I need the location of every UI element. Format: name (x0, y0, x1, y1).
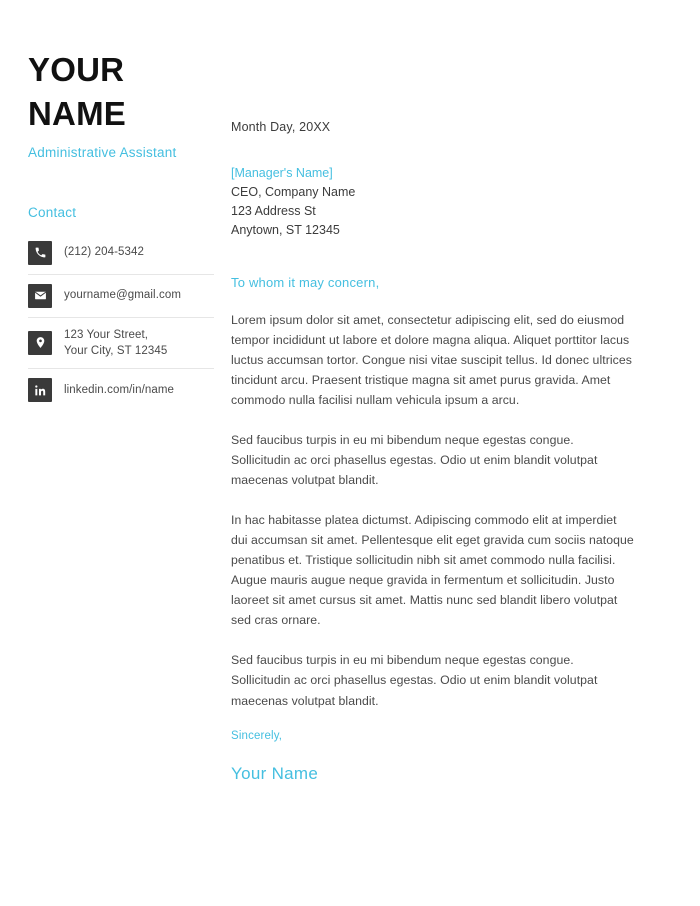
contact-address-line-1: 123 Your Street, (64, 328, 149, 341)
contact-item-linkedin[interactable] (28, 369, 214, 411)
recipient-address-block (231, 164, 635, 240)
applicant-name-line-1: YOUR (28, 51, 125, 88)
sidebar (28, 48, 214, 411)
letter-content (231, 120, 635, 784)
phone-icon (28, 241, 52, 265)
contact-email-text: yourname@gmail.com (64, 289, 182, 302)
location-pin-icon (28, 331, 52, 355)
letter-salutation: To whom it may concern, (231, 275, 380, 290)
applicant-name (28, 48, 214, 135)
contact-phone-text: (212) 204-5342 (64, 246, 145, 259)
letter-date: Month Day, 20XX (231, 120, 331, 134)
letter-signature: Your Name (231, 763, 319, 783)
applicant-name-line-2: NAME (28, 94, 126, 132)
contact-section-heading: Contact (28, 204, 77, 220)
contact-item-email[interactable] (28, 275, 214, 318)
recipient-street: 123 Address St (231, 204, 316, 218)
contact-address-text (64, 327, 167, 360)
contact-linkedin-text: linkedin.com/in/name (64, 384, 175, 397)
letter-paragraph-4: Sed faucibus turpis in eu mi bibendum neque egestas congue. Sollicitudin ac orci phasellus egestas. Odio ut enim blandit volutpat maecenas volutpat blandit. (231, 653, 598, 708)
envelope-icon (28, 284, 52, 308)
letter-closing: Sincerely, (231, 729, 283, 742)
contact-address-line-2: Your City, ST 12345 (64, 344, 168, 357)
recipient-manager-name: [Manager's Name] (231, 166, 333, 180)
contact-item-phone[interactable] (28, 232, 214, 275)
contact-item-address[interactable] (28, 318, 214, 370)
job-title: Administrative Assistant (28, 145, 177, 161)
contact-list (28, 232, 214, 412)
linkedin-icon (28, 378, 52, 402)
recipient-city-state-zip: Anytown, ST 12345 (231, 223, 340, 237)
letter-paragraph-3: In hac habitasse platea dictumst. Adipiscing commodo elit at imperdiet dui accumsan sit amet. Pellentesque elit eget gravida cum sociis natoque penatibus et. Tristique sollicitudin nibh sit amet commodo nulla facilisi. Augue mauris augue neque gravida in fermentum et sollicitudin. Justo laoreet sit amet cursus sit amet. Mattis nunc sed blandit libero volutpat sed cras ornare. (231, 513, 634, 628)
letter-paragraph-1: Lorem ipsum dolor sit amet, consectetur adipiscing elit, sed do eiusmod tempor incididunt ut labore et dolore magna aliqua. Aliquet porttitor lacus luctus accumsan tortor. Congue nisi vitae suscipit tellus. Id donec ultrices tincidunt arcu. Praesent tristique magna sit amet purus gravida. Amet commodo nulla facilisi nullam vehicula ipsum a arcu. (231, 313, 632, 408)
recipient-title-company: CEO, Company Name (231, 185, 356, 199)
letter-paragraph-2: Sed faucibus turpis in eu mi bibendum neque egestas congue. Sollicitudin ac orci phasellus egestas. Odio ut enim blandit volutpat maecenas volutpat blandit. (231, 433, 598, 488)
letter-body (231, 310, 635, 711)
